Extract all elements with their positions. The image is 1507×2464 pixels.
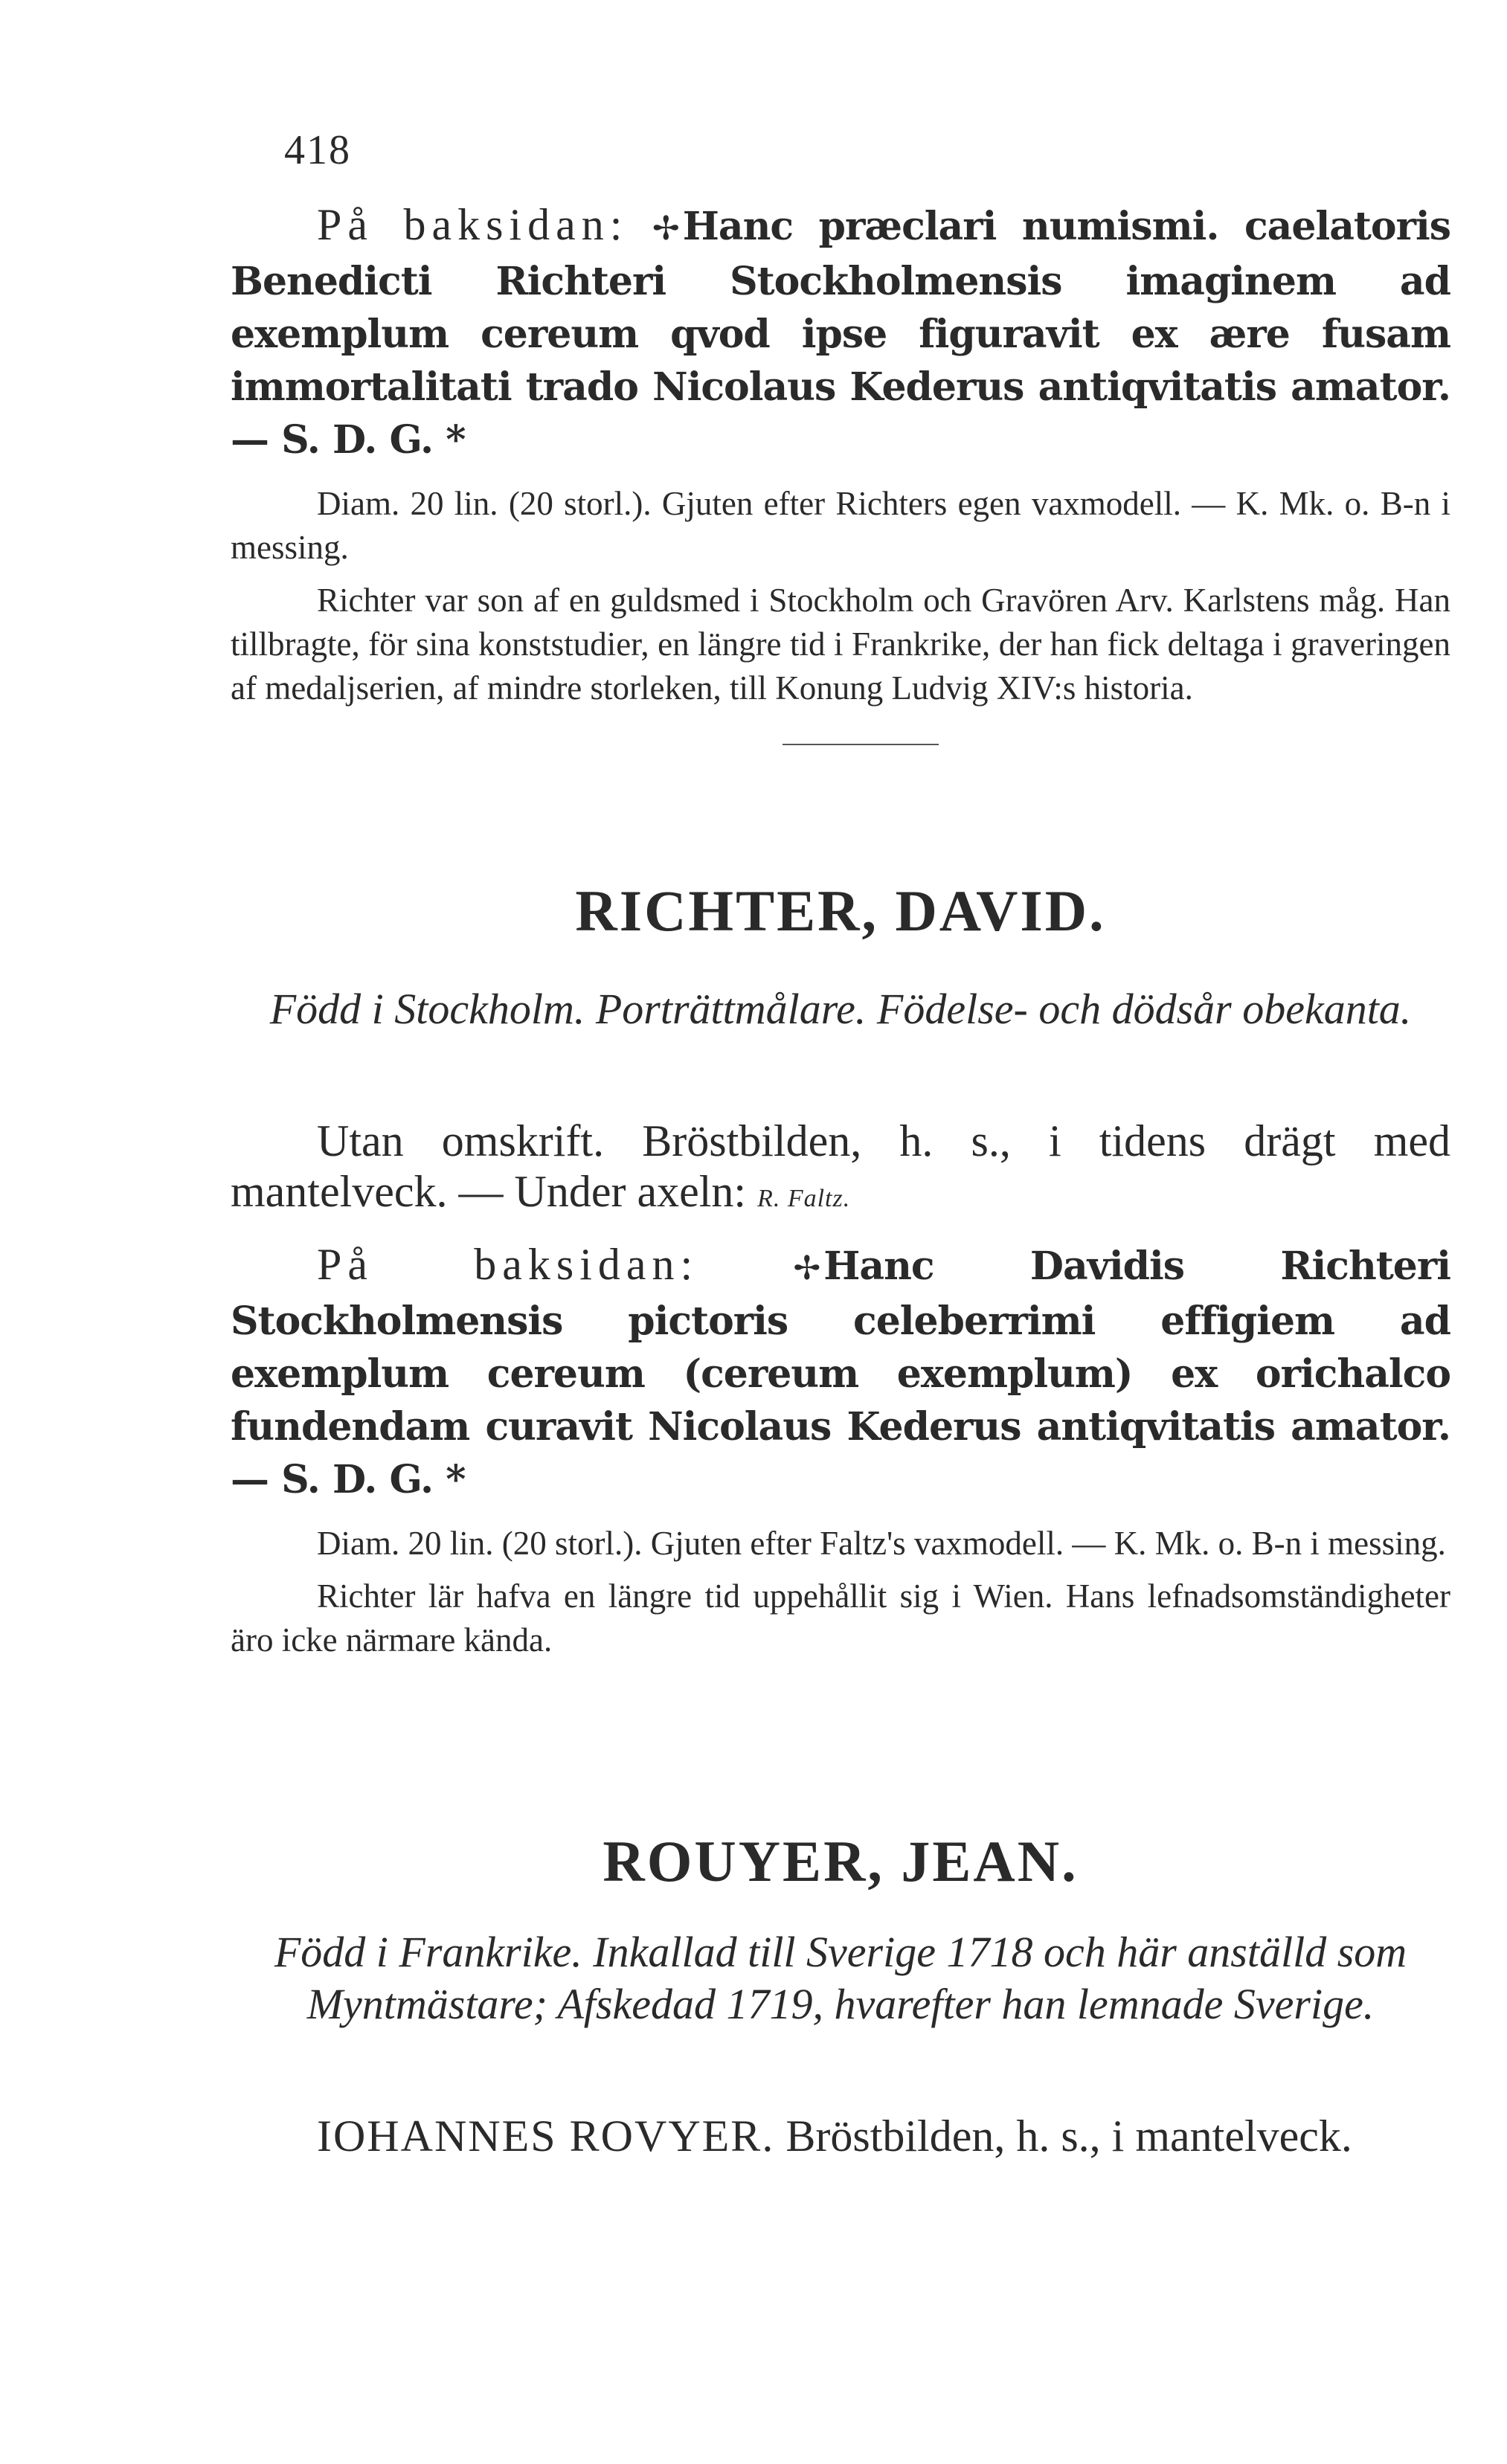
biography-note: Richter var son af en guldsmed i Stockholm och Gravören Arv. Karlstens måg. Han tillbragte, för sina konststudier, en längre tid i Frankrike, der han fick deltaga i graveringen af medaljserien, af mindre storleken, till Konung Ludvig XIV:s historia. (231, 582, 1450, 707)
section-richter (231, 1116, 1450, 1662)
latin-inscription: Hanc præclari numismi. caelatoris Benedicti Richteri Stockholmensis imaginem ad exemplum cereum qvod ipse figuravit ex ære fusam immortalitati trado Nicolaus Kederus antiqvitatis amator. — S. D. G. * (231, 204, 1451, 463)
entry-intro-richter: Född i Stockholm. Porträttmålare. Födelse- och dödsår obekanta. (269, 985, 1412, 1033)
diameter-note: Diam. 20 lin. (20 storl.). Gjuten efter Richters egen vaxmodell. — K. Mk. o. B-n i messing. (231, 485, 1450, 566)
cross-icon: ✢ (652, 210, 680, 248)
obverse-text: Bröstbilden, h. s., i mantelveck. (785, 2111, 1352, 2161)
section-divider (783, 744, 939, 745)
reverse-description (231, 199, 1450, 466)
obverse-text: Utan omskrift. Bröstbilden, h. s., i tidens drägt med mantelveck. — Under axeln: (231, 1116, 1450, 1216)
diameter-note: Diam. 20 lin. (20 storl.). Gjuten efter Faltz's vaxmodell. — K. Mk. o. B-n i messing. (317, 1525, 1446, 1562)
latin-inscription: Hanc Davidis Richteri Stockholmensis pictoris celeberrimi effigiem ad exemplum cereum (cereum exemplum) ex orichalco fundendam curavit Nicolaus Kederus antiqvitatis amator. — S. D. G. * (231, 1244, 1451, 1502)
obverse-description (231, 2111, 1450, 2161)
reverse-description (231, 1239, 1450, 1505)
page-number: 418 (284, 127, 351, 173)
entry-heading-rouyer: ROUYER, JEAN. (603, 1829, 1079, 1894)
reverse-label: På baksidan: (317, 1240, 699, 1289)
obverse-description (231, 1116, 1450, 1224)
cross-icon: ✢ (793, 1249, 821, 1287)
biography-note: Richter lär hafva en längre tid uppehållit sig i Wien. Hans lefnadsomständigheter äro icke närmare kända. (231, 1577, 1450, 1659)
engraver-signature: R. Faltz. (757, 1185, 851, 1212)
entry-heading-richter: RICHTER, DAVID. (575, 878, 1106, 943)
entry-intro-rouyer: Född i Frankrike. Inkallad till Sverige 1718 och här anställd som Myntmästare; Afskedad 1719, hvarefter han lemnade Sverige. (274, 1928, 1407, 2028)
reverse-label: På baksidan: (317, 200, 629, 249)
section-continuation (231, 199, 1450, 710)
section-rouyer (231, 2111, 1450, 2161)
obverse-inscription: IOHANNES ROVYER. (317, 2111, 775, 2161)
